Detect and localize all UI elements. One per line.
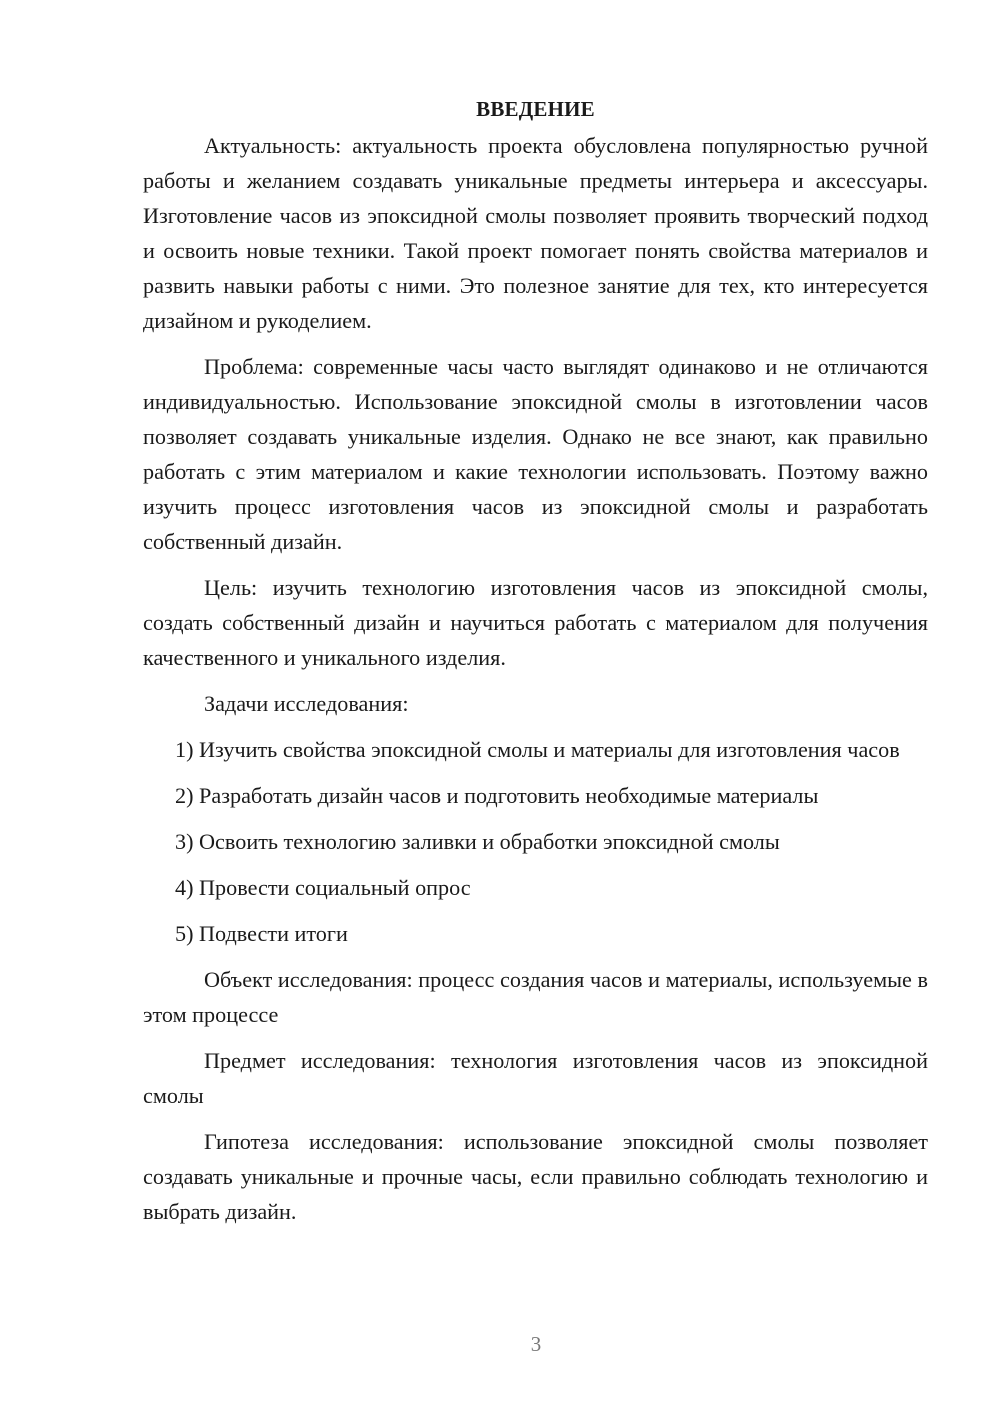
problem-paragraph: Проблема: современные часы часто выглядят одинаково и не отличаются индивидуальностью. Использование эпоксидной смолы в изготовлении часов позволяет создавать уникальные изделия. Однако не все знают, как правильно работать с этим материалом и какие технологии использовать. Поэтому важно изучить процесс изготовления часов из эпоксидной смолы и разработать собственный дизайн. [143,354,928,554]
goal-paragraph: Цель: изучить технологию изготовления часов из эпоксидной смолы, создать собственный дизайн и научиться работать с материалом для получения качественного и уникального изделия. [143,575,928,670]
page-number: 3 [530,1332,542,1356]
hypothesis-paragraph: Гипотеза исследования: использование эпоксидной смолы позволяет создавать уникальные и прочные часы, если правильно соблюдать технологию и выбрать дизайн. [143,1129,928,1224]
section-title: ВВЕДЕНИЕ [476,97,595,121]
task-item-5: 5) Подвести итоги [175,921,348,946]
document-page [143,92,928,1240]
object-paragraph: Объект исследования: процесс создания часов и материалы, используемые в этом процессе [143,967,928,1027]
task-item-2: 2) Разработать дизайн часов и подготовить необходимые материалы [175,783,819,808]
task-item-3: 3) Освоить технологию заливки и обработки эпоксидной смолы [175,829,780,854]
subject-paragraph: Предмет исследования: технология изготовления часов из эпоксидной смолы [143,1048,928,1108]
tasks-heading: Задачи исследования: [204,691,409,716]
task-item-1: 1) Изучить свойства эпоксидной смолы и материалы для изготовления часов [175,737,900,762]
relevance-paragraph: Актуальность: актуальность проекта обусловлена популярностью ручной работы и желанием создавать уникальные предметы интерьера и аксессуары. Изготовление часов из эпоксидной смолы позволяет проявить творческий подход и освоить новые техники. Такой проект помогает понять свойства материалов и развить навыки работы с ними. Это полезное занятие для тех, кто интересуется дизайном и рукоделием. [143,133,928,333]
task-item-4: 4) Провести социальный опрос [175,875,471,900]
